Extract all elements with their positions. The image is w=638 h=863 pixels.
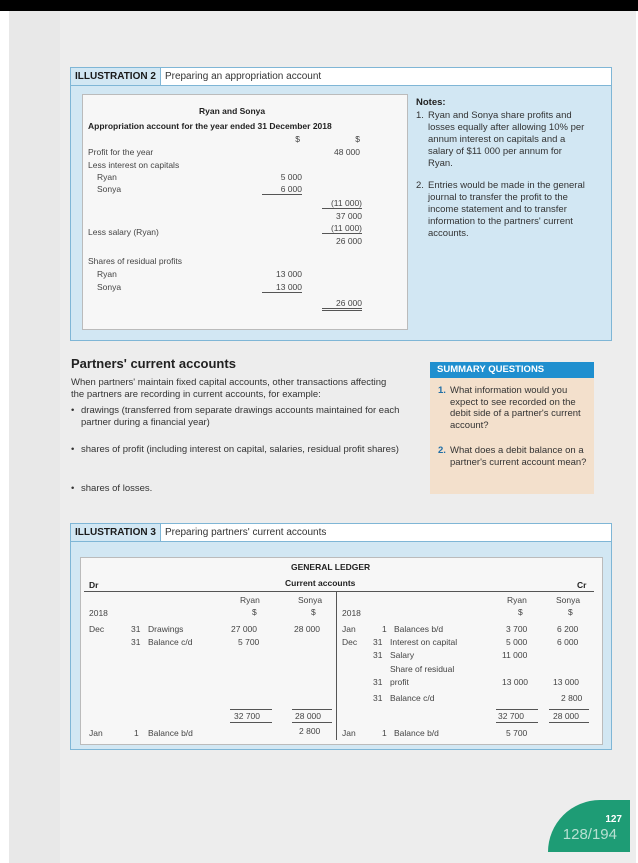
dr-drawings-ryan: 27 000 — [231, 624, 257, 634]
cr-total-ryan: 32 700 — [498, 711, 524, 721]
ryan-share-value: 13 000 — [276, 269, 302, 279]
notes-heading: Notes: — [416, 97, 446, 108]
cr-month-jan-2: Jan — [342, 728, 356, 738]
ledger-center-rule — [336, 591, 337, 740]
cr-profit: profit — [390, 677, 409, 687]
col1-currency: $ — [295, 134, 300, 144]
dr-day-31a: 31 — [131, 624, 141, 634]
cr-ryan-heading: Ryan — [507, 595, 527, 605]
ryan-share-label: Ryan — [97, 269, 117, 279]
summary-questions-box — [430, 362, 594, 494]
cr-day-31b: 31 — [373, 650, 383, 660]
company-name: Ryan and Sonya — [199, 106, 266, 116]
less-interest-label: Less interest on capitals — [88, 160, 180, 170]
sonya-interest-value: 6 000 — [262, 184, 302, 195]
cr-interest-ryan: 5 000 — [506, 637, 528, 647]
ledger-top-rule — [84, 591, 594, 592]
bullet-dot: • — [71, 444, 75, 455]
cr-sonya-heading: Sonya — [556, 595, 581, 605]
illustration-3-title: Preparing partners' current accounts — [164, 527, 327, 538]
notes-block — [416, 97, 601, 240]
illustration-3-header — [71, 524, 611, 542]
page-counter: 128/194 — [562, 826, 617, 843]
note-2 — [416, 180, 601, 240]
dr-ryan-heading: Ryan — [240, 595, 260, 605]
bullet-dot: • — [71, 405, 75, 416]
dr-balance-bd-sonya: 2 800 — [299, 726, 321, 736]
cr-balance-cd: Balance c/d — [390, 693, 435, 703]
ryan-interest-label: Ryan — [97, 172, 117, 182]
salary-value: (11 000) — [322, 223, 362, 234]
dr-ryan-total-rule — [230, 709, 272, 710]
dr-sonya-total-rule — [292, 709, 332, 710]
cr-balances-bd-sonya: 6 200 — [557, 624, 579, 634]
cr-day-31d: 31 — [373, 693, 383, 703]
dr-sonya-heading: Sonya — [298, 595, 323, 605]
cr-salary-ryan: 11 000 — [502, 650, 528, 660]
cr-interest-capital: Interest on capital — [390, 637, 458, 647]
dr-year: 2018 — [89, 608, 108, 618]
top-bar — [0, 0, 638, 11]
cr-balances-bd-ryan: 3 700 — [506, 624, 528, 634]
note-2-number: 2. — [416, 180, 424, 191]
dr-month-dec: Dec — [89, 624, 105, 634]
sonya-share-label: Sonya — [97, 282, 122, 292]
cr-day-1-jan: 1 — [382, 728, 387, 738]
summary-questions-heading: SUMMARY QUESTIONS — [430, 362, 594, 378]
cr-balances-bd: Balances b/d — [394, 624, 444, 634]
illustration-2-header — [71, 68, 611, 86]
section-intro: When partners' maintain fixed capital accounts, other transactions affecting the partners are recording in current accounts, for example: — [71, 377, 387, 400]
note-1-number: 1. — [416, 110, 424, 121]
dr-balance-bd: Balance b/d — [148, 728, 193, 738]
cr-profit-ryan: 13 000 — [502, 677, 528, 687]
dr-balance-cd-ryan: 5 700 — [238, 637, 260, 647]
cr-sonya-currency: $ — [568, 607, 573, 617]
note-1 — [416, 110, 601, 170]
bullet-1-text: drawings (transferred from separate drawings accounts maintained for each partner during a financial year) — [81, 405, 400, 428]
dr-day-1: 1 — [134, 728, 139, 738]
note-2-text: Entries would be made in the general journal to transfer the profit to the income statement and to transfer information to the partners' current accounts. — [428, 180, 585, 239]
question-1-text: What information would you expect to see recorded on the debit side of a partner's current account? — [450, 385, 581, 431]
cr-sonya-double-rule — [549, 722, 589, 723]
credit-label: Cr — [577, 580, 587, 590]
salary-label: Less salary (Ryan) — [88, 227, 159, 237]
cr-salary: Salary — [390, 650, 415, 660]
cr-share-residual: Share of residual — [390, 664, 455, 674]
section-heading: Partners' current accounts — [71, 356, 236, 371]
ledger-title: GENERAL LEDGER — [291, 562, 371, 572]
cr-balance-bd-ryan: 5 700 — [506, 728, 528, 738]
cr-total-sonya: 28 000 — [553, 711, 579, 721]
note-1-text: Ryan and Sonya share profits and losses equally after allowing 10% per annum interest on capitals and a salary of $11 000 per annum for Ryan. — [428, 110, 585, 169]
residual-total: 26 000 — [322, 298, 362, 311]
page-number: 127 — [605, 814, 622, 825]
bullet-3-text: shares of losses. — [81, 483, 153, 494]
cr-month-jan: Jan — [342, 624, 356, 634]
dr-day-31b: 31 — [131, 637, 141, 647]
ryan-interest-value: 5 000 — [280, 172, 302, 182]
dr-balance-cd: Balance c/d — [148, 637, 193, 647]
dr-ryan-double-rule — [230, 722, 272, 723]
cr-day-1: 1 — [382, 624, 387, 634]
illustration-2-title: Preparing an appropriation account — [164, 71, 322, 82]
bullet-dot: • — [71, 483, 75, 494]
dr-drawings-sonya: 28 000 — [294, 624, 320, 634]
question-1-number: 1. — [438, 385, 446, 396]
cr-interest-sonya: 6 000 — [557, 637, 579, 647]
cr-sonya-total-rule — [549, 709, 589, 710]
cr-ryan-double-rule — [496, 722, 538, 723]
cr-day-31a: 31 — [373, 637, 383, 647]
debit-label: Dr — [89, 580, 99, 590]
question-2-text: What does a debit balance on a partner's current account mean? — [450, 445, 587, 468]
dr-total-sonya: 28 000 — [295, 711, 321, 721]
after-salary-value: 26 000 — [336, 236, 362, 246]
illustration-3-label: ILLUSTRATION 3 — [71, 524, 161, 541]
cr-balance-cd-sonya: 2 800 — [561, 693, 583, 703]
cr-ryan-currency: $ — [518, 607, 523, 617]
dr-sonya-double-rule — [292, 722, 332, 723]
dr-month-jan: Jan — [89, 728, 103, 738]
cr-year: 2018 — [342, 608, 361, 618]
illustration-2-label: ILLUSTRATION 2 — [71, 68, 161, 85]
shares-label: Shares of residual profits — [88, 256, 183, 266]
dr-sonya-currency: $ — [311, 607, 316, 617]
profit-label: Profit for the year — [88, 147, 154, 157]
cr-ryan-total-rule — [496, 709, 538, 710]
sonya-share-value: 13 000 — [262, 282, 302, 293]
bullet-2-text: shares of profit (including interest on capital, salaries, residual profit shares) — [81, 444, 399, 455]
interest-subtotal: (11 000) — [322, 198, 362, 209]
account-title: Current accounts — [285, 578, 356, 588]
question-2-number: 2. — [438, 445, 446, 456]
after-interest-value: 37 000 — [336, 211, 362, 221]
cr-balance-bd: Balance b/d — [394, 728, 439, 738]
sonya-interest-label: Sonya — [97, 184, 122, 194]
cr-profit-sonya: 13 000 — [553, 677, 579, 687]
dr-drawings: Drawings — [148, 624, 184, 634]
col2-currency: $ — [355, 134, 360, 144]
cr-month-dec: Dec — [342, 637, 358, 647]
cr-day-31c: 31 — [373, 677, 383, 687]
profit-value: 48 000 — [334, 147, 360, 157]
dr-ryan-currency: $ — [252, 607, 257, 617]
account-subtitle: Appropriation account for the year ended 31 December 2018 — [88, 121, 332, 131]
dr-total-ryan: 32 700 — [234, 711, 260, 721]
